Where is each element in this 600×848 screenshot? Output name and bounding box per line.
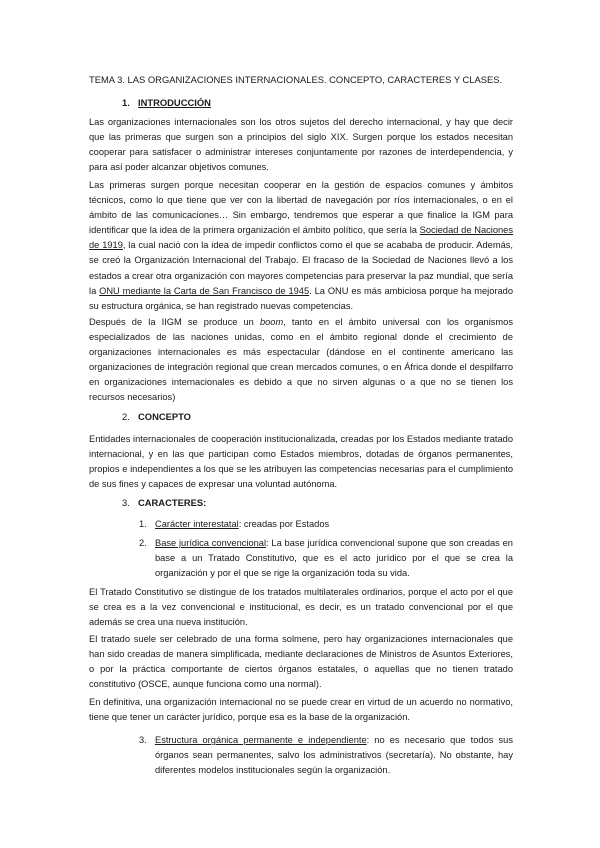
paragraph-intro-2 <box>89 178 513 314</box>
section-number: 3. <box>122 497 130 508</box>
paragraph-tratado-solemne: El tratado suele ser celebrado de una forma solmene, pero hay organizaciones internacionales que han sido creadas de manera simplificada, mediante declaraciones de Ministros de Asuntos Exteriores, o por la práctica comportante de ciertos órganos estatales, o aquellas que no tienen tratado constitutivo (OSCE, aunque funciona como una normal). <box>89 634 513 690</box>
list-item-text: : creadas por Estados <box>238 519 330 529</box>
list-item-label: Estructura orgánica permanente e independiente <box>155 735 367 745</box>
section-number: 1. <box>122 97 130 108</box>
paragraph-intro-3 <box>89 315 513 406</box>
paragraph-intro-1: Las organizaciones internacionales son los otros sujetos del derecho internacional, y hay que decir que las primeras que surgen son a principios del siglo XIX. Surgen porque los estados necesitan cooperar para satisfacer o administrar intereses conjuntamente por razones de interdependencia, y para así poder alcanzar objetivos comunes. <box>89 117 513 173</box>
paragraph-tratado-constitutivo: El Tratado Constitutivo se distingue de los tratados multilaterales ordinarios, porque el acto por el que se crea es a la vez convencional e institucional, es decir, es un tratado convencional por el que además se crea una nueva institución. <box>89 587 513 628</box>
paragraph-en-definitiva: En definitiva, una organización internacional no se puede crear en virtud de un acuerdo no normativo, tiene que tener un carácter jurídico, porque esa es la base de la organización. <box>89 697 513 723</box>
paragraph-text: Las primeras surgen porque necesitan cooperar en la gestión de espacios comunes y ámbitos técnicos, como lo que tiene que ver con la libertad de navegación por ríos internacionales, o en el ámbito de las comunicaciones… Sin embargo, tendremos que esperar a que finalice la IGM para identificar que la idea de la primera organización el ámbito político, que sería la <box>89 180 513 236</box>
list-item-number: 3. <box>139 735 147 745</box>
list-item-estructura-organica <box>139 733 513 778</box>
section-label: CONCEPTO <box>138 411 191 422</box>
page-title: TEMA 3. LAS ORGANIZACIONES INTERNACIONALES. CONCEPTO, CARACTERES Y CLASES. <box>89 74 503 85</box>
paragraph-text: Después de la IIGM se produce un <box>89 317 260 327</box>
sociedad-naciones-underlined: Sociedad de Naciones de 1919 <box>89 225 513 251</box>
list-item-caracter-interestatal <box>139 517 513 532</box>
section-number: 2. <box>122 411 130 422</box>
boom-italic: boom <box>259 317 284 327</box>
paragraph-text: . La ONU es más ambiciosa porque ha mejorado su estructura orgánica, se han registrado nuevas competencias. <box>89 285 513 311</box>
paragraph-text: , tanto en el ámbito universal con los organismos especializados de las naciones unidas, como en el ámbito regional donde el crecimiento de organizaciones internacionales es más espectacular (dándose en el continente americano las organizaciones de integración regional que crean mercados comunes, o en África donde el despilfarro en organizaciones internacionales es debido a que no sirven algunas o a que no se tienen los recursos necesarios) <box>89 317 513 403</box>
paragraph-text: , la cual nació con la idea de impedir conflictos como el que se acababa de producir. Además, se creó la Organización Internacional del Trabajo. El fracaso de la Sociedad de Naciones llevó a los estados a crear otra organización con mayores competencias para preservar la paz mundial, que sería la <box>89 240 513 296</box>
section-label: INTRODUCCIÓN <box>138 97 211 108</box>
section-heading-introduccion <box>122 95 211 110</box>
paragraph-concepto: Entidades internacionales de cooperación institucionalizada, creadas por los Estados mediante tratado internacional, y en las que participan como Estados miembros, dotadas de órganos permanentes, propios e independientes a los que se les atribuyen las competencias necesarias para el cumplimiento de sus fines y capaces de expresar una voluntad autónoma. <box>89 434 513 490</box>
list-item-text: : La base jurídica convencional supone que son creadas en base a un Tratado Constitutivo, que es el acto jurídico por el que se crea la organización y por el que se rige la organización toda su vida. <box>155 538 513 579</box>
list-item-label: Carácter interestatal <box>155 519 239 529</box>
list-item-label: Base jurídica convencional <box>155 538 267 548</box>
list-item-number: 1. <box>139 519 147 529</box>
section-heading-concepto <box>122 409 191 424</box>
section-heading-caracteres <box>122 495 206 510</box>
section-label: CARACTERES: <box>138 497 207 508</box>
list-item-base-juridica <box>139 536 513 581</box>
list-item-number: 2. <box>139 538 147 548</box>
onu-carta-underlined: ONU mediante la Carta de San Francisco de 1945 <box>99 285 310 296</box>
list-item-text: : no es necesario que todos sus órganos sean permanentes, salvo los administrativos (secretaría). No obstante, hay diferentes modelos institucionales según la organización. <box>155 735 513 776</box>
